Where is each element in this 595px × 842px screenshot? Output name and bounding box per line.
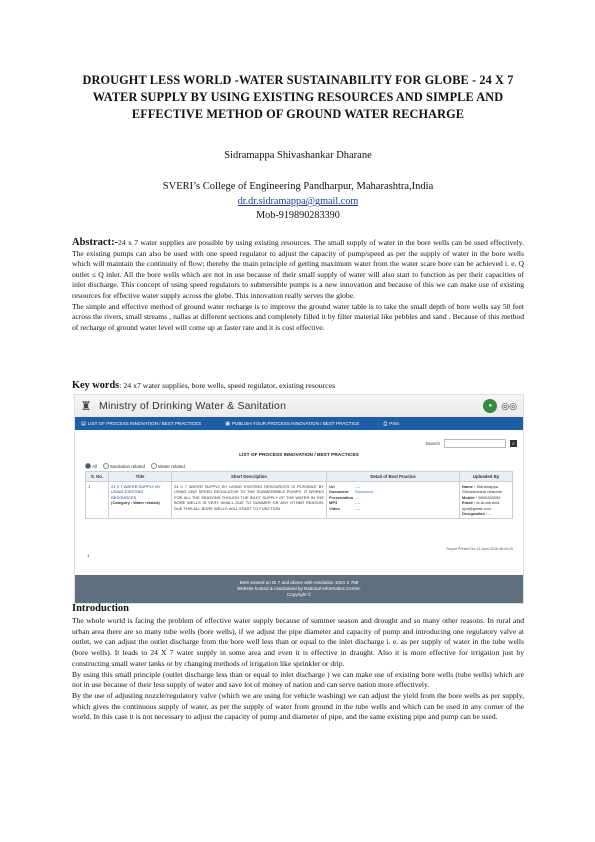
radio-label: Sanitation related [110, 463, 146, 469]
abstract-label: Abstract:- [72, 237, 119, 248]
print-icon: ⎙ [383, 420, 388, 427]
detail-key: MP3 [329, 500, 338, 506]
report-printed-timestamp: Report Printed On-21-April-2016 06:44:15 [446, 547, 513, 551]
author-affiliation: SVERI’s College of Engineering Pandharpur, Maharashtra,India [162, 181, 434, 192]
abstract-section [72, 238, 524, 333]
nav-bar [75, 417, 523, 430]
uploader-value: -- [488, 511, 492, 517]
uploader-value: dr.dr.sidrama ppa@gmail.com [462, 500, 500, 511]
ministry-header [75, 395, 523, 417]
footer-line: Website hosted & maintained by National Informatics Centre. [236, 586, 361, 591]
publish-icon: ▣ [225, 420, 230, 427]
detail-key: Document [329, 489, 349, 495]
download-link[interactable]: Download [355, 489, 373, 495]
abstract-paragraph-2: The simple and effective method of ground water recharge is to improve the ground water table is to take the small depth of bore wells say 50 feet across the rivers, small streams , nallas at different sections and completely filled it by filter material like pebbles and sand . Because of this method of recharge of ground water level will come up at faster rate and it is cost effective. [72, 301, 524, 332]
cell-title [109, 482, 172, 519]
radio-water[interactable] [151, 463, 185, 469]
list-title: LIST OF PROCESS INNOVATION / BEST PRACTICES [239, 453, 359, 458]
uploader-email [462, 500, 510, 511]
radio-sanitation[interactable] [103, 463, 145, 469]
detail-video [329, 506, 457, 511]
detail-value: ---- [355, 500, 361, 506]
nav-label: Print [389, 421, 399, 426]
detail-value: ---- [355, 494, 361, 500]
list-icon: ▤ [81, 420, 86, 427]
table-row [86, 482, 513, 519]
abstract-paragraph-1 [72, 238, 524, 302]
keywords-line [72, 380, 524, 391]
radio-all[interactable] [85, 463, 97, 469]
radio-unselected-icon [151, 463, 157, 469]
uploader-name [462, 484, 510, 495]
detail-value: ---- [355, 484, 361, 489]
abstract-text-1: 24 x 7 water supplies are possible by using existing resources. The small supply of water in the bore wells can be used effectively. The existing pumps can also be used with one speed regulator to adjust the capacity of pump/speed as per the supply of water in the bore wells which will maintain the continuity of flow; thereby the main principle of getting maximum water from the water scare bore can be achieved i. e. Q outlet ≤ Q inlet. All the bore wells which are not in use because of their small supply of water will also start to function as per their capacities of inlet discharge. This concept of using speed regulators to submersible pumps is a new innovation and because of this we can make use of existing resources for effective water supply across the globe. This innovation really serves the globe. [72, 238, 524, 300]
pagination-page-1[interactable]: 1 [87, 553, 90, 558]
nav-label: PUBLISH YOUR PROCESS INNOVATION / BEST PRACTICE [231, 421, 360, 426]
author-name: Sidramappa Shivashankar Dharane [224, 150, 372, 161]
cell-details [327, 482, 460, 519]
introduction-heading: Introduction [72, 603, 129, 614]
website-screenshot-figure [74, 394, 524, 604]
nav-print[interactable] [383, 421, 398, 427]
detail-value: ---- [355, 505, 361, 511]
nav-label: LIST OF PROCESS INNOVATION / BEST PRACTICES [87, 421, 202, 426]
paper-title: DROUGHT LESS WORLD -WATER SUSTAINABILITY FOR GLOBE - 24 X 7 WATER SUPPLY BY USING EXISTING RESOURCES AND SIMPLE AND EFFECTIVE METHOD OF GROUND WATER RECHARGE [82, 73, 514, 121]
practice-title[interactable]: 24 X 7 WATER SUPPLY BY USING EXISTING RESOURCES [111, 484, 161, 500]
nav-publish-best-practice[interactable] [225, 421, 359, 427]
practice-category: (Category : Water related) [111, 500, 160, 506]
search-row [425, 439, 517, 448]
detail-key: Url [329, 484, 335, 489]
radio-label: All [92, 463, 98, 469]
uploader-value: 9890283390 [478, 494, 501, 500]
keywords-label: Key words [72, 380, 120, 391]
column-header: Short Description [172, 472, 327, 482]
national-emblem-icon: ♜ [80, 399, 92, 413]
introduction-paragraph-2: By using this small principle (outlet discharge less than or equal to inlet discharge ) we can make use of existing bore wells (tube wells) which are not in use because of their less supply of water and save lot of money of nation and can serve nation more effectively. [72, 669, 524, 690]
column-header: Detail of Best Practice [327, 472, 460, 482]
uploader-key: Designation : [462, 511, 488, 517]
uploader-value: Sidramappa Shivashankar dharane [462, 484, 503, 495]
search-label: Search [425, 441, 440, 446]
uploader-designation [462, 511, 510, 516]
uploader-key: Email : [462, 500, 476, 506]
column-header: Title [109, 472, 172, 482]
radio-label: Water related [158, 463, 185, 469]
radio-selected-icon [85, 463, 91, 469]
cell-sno: 1 [86, 482, 109, 519]
nav-list-best-practices[interactable] [81, 421, 201, 427]
search-input[interactable] [444, 439, 506, 448]
author-email-link[interactable]: dr.dr.sidramappa@gmail.com [237, 196, 359, 207]
introduction-section [72, 616, 524, 723]
swachh-bharat-logo-icon: ● [483, 399, 497, 413]
search-icon[interactable]: ⌕ [510, 440, 517, 447]
glasses-logo-icon: ◎◎ [501, 400, 517, 411]
introduction-paragraph-1: The whole world is facing the problem of effective water supply because of summer season and drought and so many other reasons. In rural and urban area there are so many tube wells (bore wells), if we adjust the pipe diameter and capacity of pump and introducing one regulatory valve at outlet, we can adjust the outlet discharge from the bore well less than or equal to the inlet discharge i. e. as per supply of water in the tube wells (bore wells). It leads to 24 X 7 water supply in some area and even it is effective in draught. Also it is more effective for irrigation just by constructing small water tanks or by changing methods of irrigation like sprinkler or drip. [72, 616, 524, 668]
table-header-row [86, 472, 513, 482]
footer-line: Copyright © [286, 592, 312, 597]
ministry-title: Ministry of Drinking Water & Sanitation [99, 400, 287, 412]
uploader-key: Name : [462, 484, 476, 489]
detail-key: Presentation [329, 494, 354, 500]
radio-unselected-icon [103, 463, 109, 469]
detail-key: Video [329, 505, 340, 511]
site-footer [75, 575, 523, 603]
cell-short-description: 24 X 7 WATER SUPPLY BY USING EXISTING RESOURCES IS POSSIBLE BY USING ONE SPEED REGULATOR TO THE SUBMERSIBLE PUMPS. IT WORKS FOR ALL THE SEASONS THOUGH THE INLET SUPPLY OF THE WATER IN THE BORE WELLS IS VERY SMALL DUE TO SUMMER OR ANY OTHER REASON. DUE THIS ALL BORE WELLS WILL START TO FUNCTION. [172, 482, 327, 519]
uploader-key: Mobile : [462, 494, 478, 500]
best-practices-table [85, 471, 513, 519]
category-filter [85, 463, 185, 469]
column-header: Uploaded By [460, 472, 513, 482]
introduction-paragraph-3: By the use of adjusting nozzle/regulatory valve (which we are using for vehicle washing) we can adjust the yield from the bore wells as per supply, which gives the continuous supply of water, as per the supply of water from ground in the tube wells and which can be used in any corner of the world. In this case it is not necessary to adjust the capacity of pump and diameter of pipe, and the same existing pipe and pump can be used. [72, 690, 524, 722]
cell-uploaded-by [460, 482, 513, 519]
author-mobile: Mob-919890283390 [256, 210, 340, 221]
header-logos [483, 399, 523, 413]
footer-line: Best viewed on IE 7 and above with resolution 1024 X 768 [239, 580, 359, 585]
column-header: S. No. [86, 472, 109, 482]
keywords-text: : 24 x7 water supplies, bore wells, speed regulator, existing resources [119, 381, 336, 390]
